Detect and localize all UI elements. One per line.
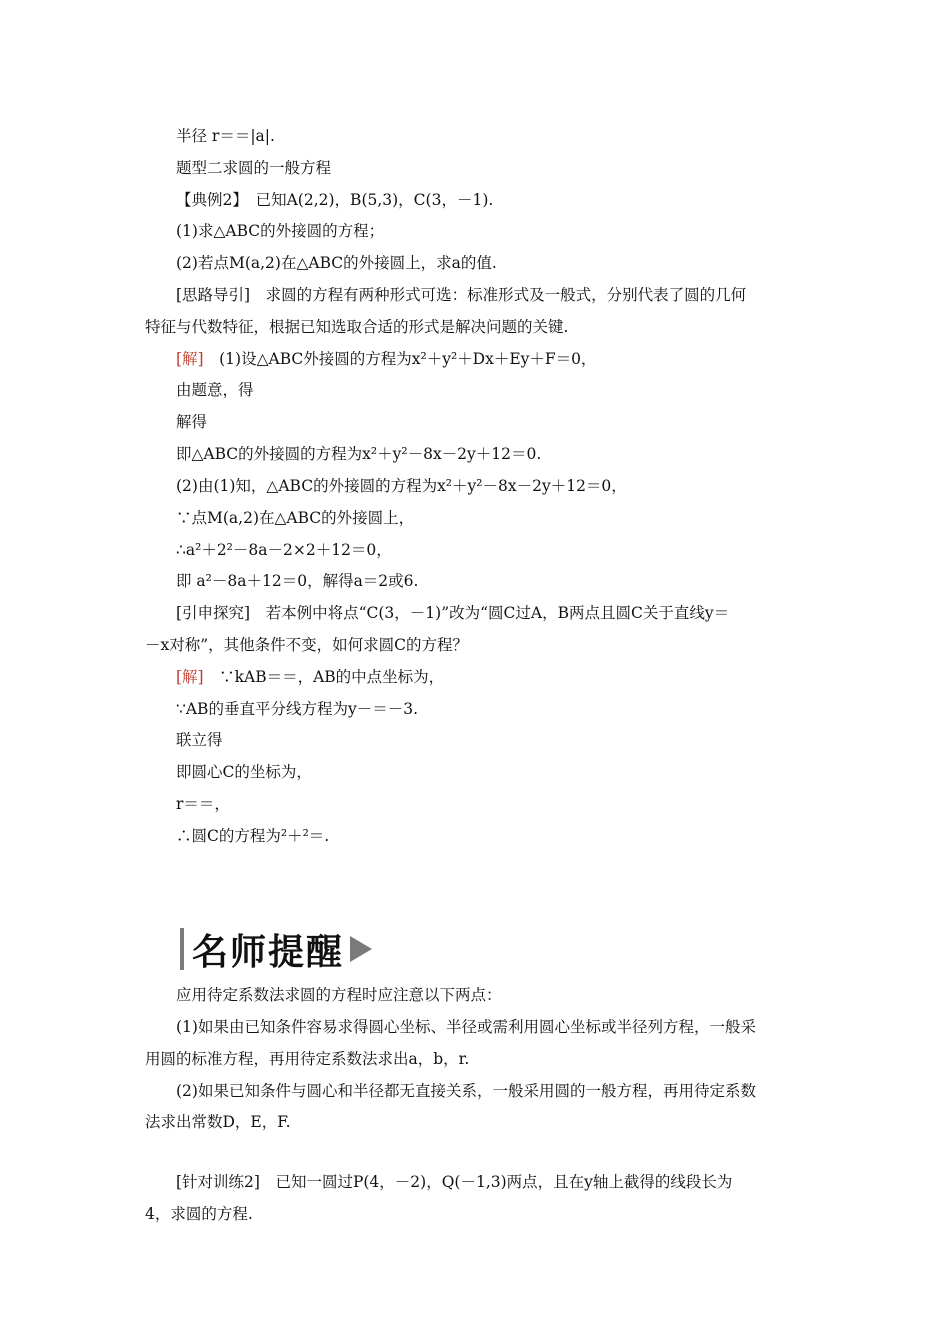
radius-line: 半径 r＝＝|a|. xyxy=(176,127,275,145)
triangle-arrow-icon xyxy=(350,936,372,962)
tip-heading-text: 名师提醒 xyxy=(192,931,345,973)
section-title: 题型二求圆的一般方程 xyxy=(176,159,332,177)
hint-line-2: 特征与代数特征，根据已知选取合适的形式是解决问题的关键. xyxy=(145,318,569,336)
solution-1-line xyxy=(176,349,597,369)
tip-point-1: (1)如果由已知条件容易求得圆心坐标、半径或需利用圆心坐标或半径列方程，一般采 xyxy=(176,1018,756,1036)
solution-label: [解] xyxy=(176,350,204,368)
solution-text: r＝＝， xyxy=(176,795,230,813)
example-statement: 【典例2】 已知A(2,2)，B(5,3)，C(3，－1). xyxy=(176,191,494,209)
solution-text: 即 a²－8a＋12＝0，解得a＝2或6. xyxy=(176,572,419,590)
extension-line-1: [引申探究] 若本例中将点“C(3，－1)”改为“圆C过A，B两点且圆C关于直线y＝ xyxy=(176,604,730,622)
tip-intro: 应用待定系数法求圆的方程时应注意以下两点： xyxy=(176,986,502,1004)
solution-text: 由题意，得 xyxy=(176,381,254,399)
solution-text: 联立得 xyxy=(176,731,223,749)
extension-line-2: －x对称”，其他条件不变，如何求圆C的方程？ xyxy=(145,636,469,654)
solution-text: ∵点M(a,2)在△ABC的外接圆上， xyxy=(176,509,415,527)
exercise-line-1: [针对训练2] 已知一圆过P(4，－2)，Q(－1,3)两点，且在y轴上截得的线段长为 xyxy=(176,1173,733,1191)
solution-text: 解得 xyxy=(176,413,208,431)
question-2: (2)若点M(a,2)在△ABC的外接圆上，求a的值. xyxy=(176,254,497,272)
question-1: (1)求△ABC的外接圆的方程； xyxy=(176,222,385,240)
solution-text: (2)由(1)知，△ABC的外接圆的方程为x²＋y²－8x－2y＋12＝0， xyxy=(176,477,627,495)
tip-point-1-cont: 用圆的标准方程，再用待定系数法求出a，b，r. xyxy=(145,1050,470,1068)
solution-2-text: ∵kAB＝＝，AB的中点坐标为， xyxy=(219,668,445,686)
solution-text: ∴圆C的方程为²＋²＝. xyxy=(176,827,330,845)
tip-heading xyxy=(180,926,372,972)
solution-text: ∴a²＋2²－8a－2×2＋12＝0， xyxy=(176,541,392,559)
solution-1-text: (1)设△ABC外接圆的方程为x²＋y²＋Dx＋Ey＋F＝0， xyxy=(219,350,597,368)
solution-label: [解] xyxy=(176,668,204,686)
exercise-line-2: 4，求圆的方程. xyxy=(145,1205,253,1223)
tip-point-2: (2)如果已知条件与圆心和半径都无直接关系，一般采用圆的一般方程，再用待定系数 xyxy=(176,1082,756,1100)
solution-2-line xyxy=(176,667,444,687)
heading-bar xyxy=(180,928,184,970)
tip-point-2-cont: 法求出常数D，E，F. xyxy=(145,1113,291,1131)
solution-text: 即△ABC的外接圆的方程为x²＋y²－8x－2y＋12＝0. xyxy=(176,445,542,463)
solution-text: ∵AB的垂直平分线方程为y－＝－3. xyxy=(176,700,418,718)
solution-text: 即圆心C的坐标为， xyxy=(176,763,312,781)
hint-line-1: [思路导引] 求圆的方程有两种形式可选：标准形式及一般式，分别代表了圆的几何 xyxy=(176,286,747,304)
